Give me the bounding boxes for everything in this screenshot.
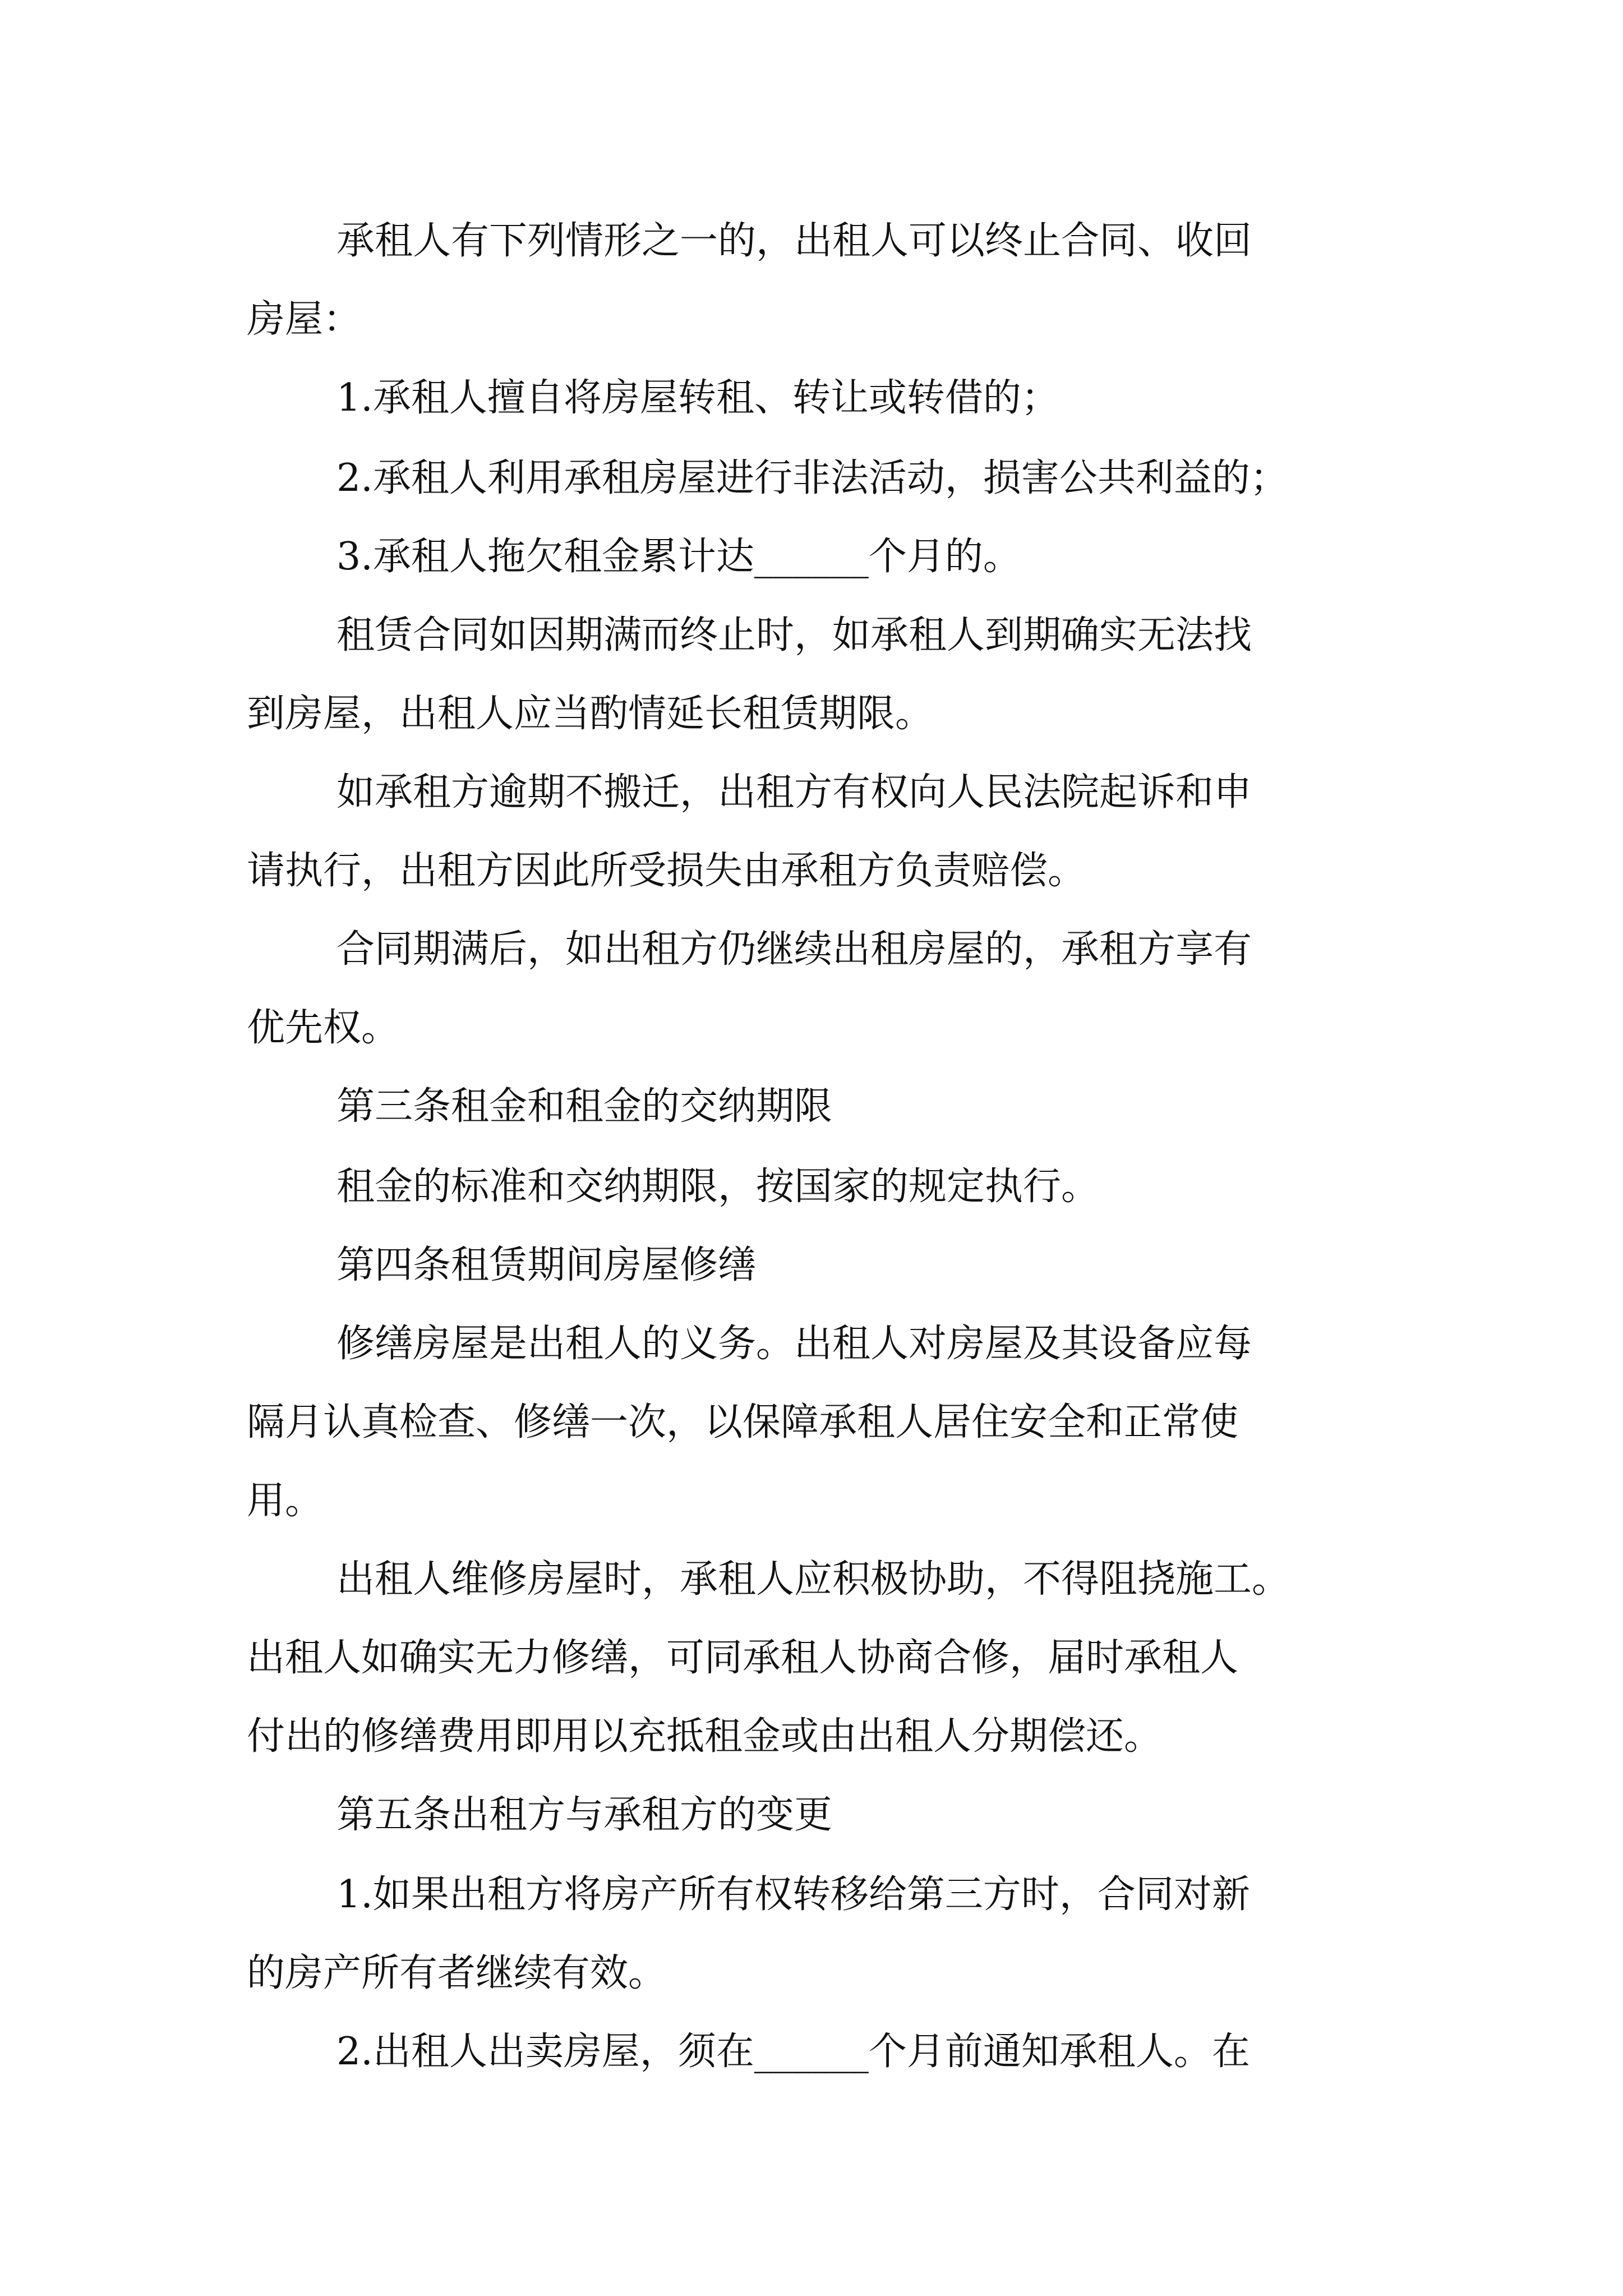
section-heading: 第三条租金和租金的交纳期限 <box>336 1084 833 1129</box>
text-line: 3.承租人拖欠租金累计达______个月的。 <box>336 535 1021 579</box>
text-line: 修缮房屋是出租人的义务。出租人对房屋及其设备应每 <box>336 1322 1252 1366</box>
text-line: 隔月认真检查、修缮一次，以保障承租人居住安全和正常使 <box>247 1400 1239 1444</box>
text-line: 1.承租人擅自将房屋转租、转让或转借的； <box>336 376 1059 420</box>
text-line: 如承租方逾期不搬迁，出租方有权向人民法院起诉和申 <box>336 770 1252 815</box>
text-line: 1.如果出租方将房产所有权转移给第三方时，合同对新 <box>336 1872 1250 1917</box>
text-line: 承租人有下列情形之一的，出租人可以终止合同、收回 <box>336 219 1252 263</box>
text-line: 用。 <box>247 1479 324 1523</box>
text-line: 合同期满后，如出租方仍继续出租房屋的，承租方享有 <box>336 927 1252 972</box>
text-line: 2.出租人出卖房屋，须在______个月前通知承租人。在 <box>336 2030 1250 2074</box>
section-heading: 第五条出租方与承租方的变更 <box>336 1793 833 1837</box>
text-line: 出租人如确实无力修缮，可同承租人协商合修，届时承租人 <box>247 1636 1239 1680</box>
text-line: 出租人维修房屋时，承租人应积极协助，不得阻挠施工。 <box>336 1557 1290 1602</box>
text-line: 租赁合同如因期满而终止时，如承租人到期确实无法找 <box>336 613 1252 657</box>
text-line: 优先权。 <box>247 1006 400 1050</box>
section-heading: 第四条租赁期间房屋修缮 <box>336 1243 757 1287</box>
text-line: 租金的标准和交纳期限，按国家的规定执行。 <box>336 1165 1100 1209</box>
text-line: 到房屋，出租人应当酌情延长租赁期限。 <box>247 692 934 736</box>
text-line: 请执行，出租方因此所受损失由承租方负责赔偿。 <box>247 849 1086 893</box>
text-line: 的房产所有者继续有效。 <box>247 1951 667 1995</box>
text-line: 付出的修缮费用即用以充抵租金或由出租人分期偿还。 <box>247 1714 1163 1759</box>
text-line: 房屋： <box>247 297 362 342</box>
text-line: 2.承租人利用承租房屋进行非法活动，损害公共利益的； <box>336 456 1288 500</box>
